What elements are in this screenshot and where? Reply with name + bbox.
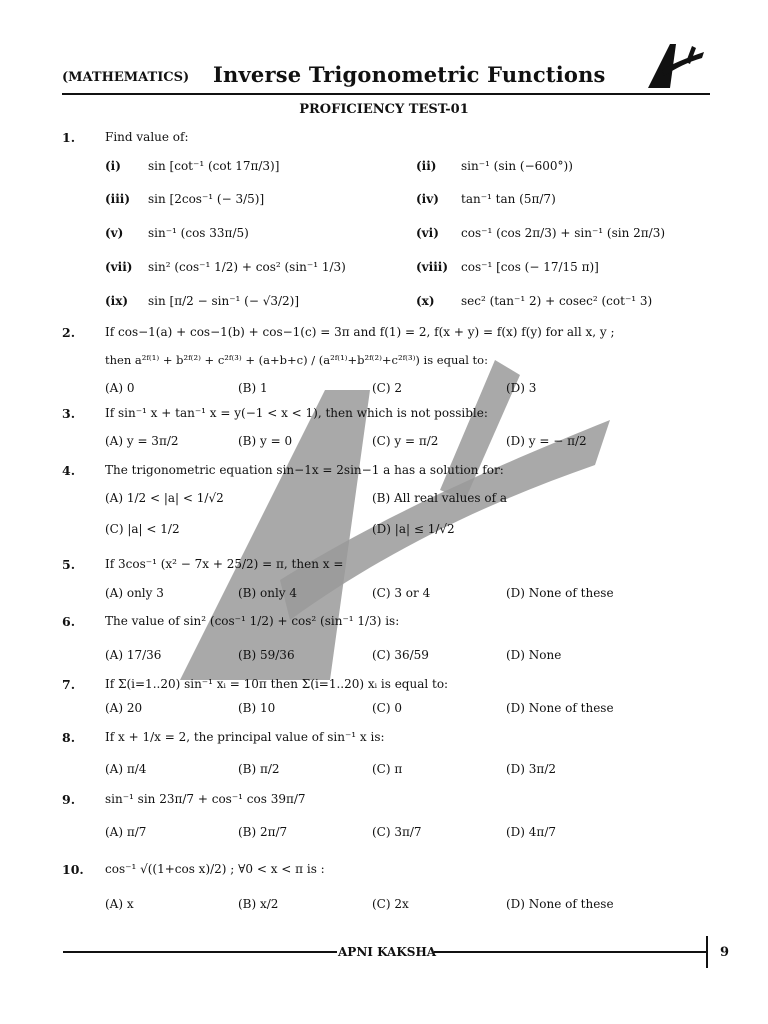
option-b: (B) y = 0 (238, 434, 293, 448)
option-a: (A) 0 (105, 381, 135, 395)
part-label: (v) (105, 226, 124, 240)
part-expression: cos⁻¹ [cos (− 17/15 π)] (461, 260, 599, 274)
question-stem: The trigonometric equation sin−1x = 2sin−1 a has a solution for: (105, 463, 504, 477)
question-number: 1. (62, 130, 76, 145)
question-stem: Find value of: (105, 130, 189, 144)
part-expression: sin⁻¹ (sin (−600°)) (461, 159, 573, 173)
test-title: PROFICIENCY TEST-01 (299, 102, 469, 117)
part-label: (viii) (416, 260, 449, 274)
page-title: Inverse Trigonometric Functions (213, 62, 606, 87)
question-number: 8. (62, 730, 76, 745)
question-number: 10. (62, 862, 84, 877)
part-label: (x) (416, 294, 435, 308)
option-d: (D) 4π/7 (506, 825, 556, 839)
question-number: 5. (62, 557, 76, 572)
option-a: (A) 1/2 < |a| < 1/√2 (105, 491, 224, 505)
question-stem: If x + 1/x = 2, the principal value of sin⁻¹ x is: (105, 730, 385, 744)
option-c: (C) 36/59 (372, 648, 429, 662)
option-b: (B) 1 (238, 381, 268, 395)
question-stem: If 3cos⁻¹ (x² − 7x + 25/2) = π, then x = (105, 557, 344, 571)
question-stem: If sin⁻¹ x + tan⁻¹ x = y(−1 < x < 1), then which is not possible: (105, 406, 488, 420)
option-a: (A) y = 3π/2 (105, 434, 179, 448)
option-d: (D) None (506, 648, 562, 662)
option-d: (D) 3π/2 (506, 762, 556, 776)
part-label: (ii) (416, 159, 437, 173)
part-expression: sin [cot⁻¹ (cot 17π/3)] (148, 159, 280, 173)
subject-label: (MATHEMATICS) (62, 70, 190, 85)
option-b: (B) x/2 (238, 897, 279, 911)
part-label: (vi) (416, 226, 439, 240)
part-expression: sin [2cos⁻¹ (− 3/5)] (148, 192, 265, 206)
option-a: (A) 20 (105, 701, 143, 715)
option-a: (A) only 3 (105, 586, 164, 600)
option-a: (A) π/4 (105, 762, 147, 776)
question-stem: The value of sin² (cos⁻¹ 1/2) + cos² (sin⁻¹ 1/3) is: (105, 614, 400, 628)
question-number: 3. (62, 406, 76, 421)
part-expression: tan⁻¹ tan (5π/7) (461, 192, 556, 206)
question-stem-continued: then a²ᶠ⁽¹⁾ + b²ᶠ⁽²⁾ + c²ᶠ⁽³⁾ + (a+b+c) / (a²ᶠ⁽¹⁾+b²ᶠ⁽²⁾+c²ᶠ⁽³⁾) is equal to: (105, 353, 488, 367)
part-label: (ix) (105, 294, 129, 308)
part-label: (iii) (105, 192, 131, 206)
question-number: 7. (62, 677, 76, 692)
option-c: (C) 2x (372, 897, 409, 911)
option-b: (B) only 4 (238, 586, 298, 600)
footer-brand: APNI KAKSHA (338, 945, 437, 959)
question-number: 4. (62, 463, 76, 478)
option-b: (B) 59/36 (238, 648, 295, 662)
option-a: (A) x (105, 897, 134, 911)
part-label: (vii) (105, 260, 133, 274)
question-number: 2. (62, 325, 76, 340)
part-label: (iv) (416, 192, 439, 206)
option-a: (A) 17/36 (105, 648, 162, 662)
part-expression: cos⁻¹ (cos 2π/3) + sin⁻¹ (sin 2π/3) (461, 226, 666, 240)
option-b: (B) 2π/7 (238, 825, 288, 839)
part-expression: sin² (cos⁻¹ 1/2) + cos² (sin⁻¹ 1/3) (148, 260, 346, 274)
option-c: (C) 3π/7 (372, 825, 422, 839)
question-number: 9. (62, 792, 76, 807)
part-expression: sin [π/2 − sin⁻¹ (− √3/2)] (148, 294, 300, 308)
part-expression: sin⁻¹ (cos 33π/5) (148, 226, 249, 240)
question-number: 6. (62, 614, 76, 629)
option-c: (C) 3 or 4 (372, 586, 431, 600)
apni-kaksha-logo (640, 40, 712, 92)
option-d: (D) None of these (506, 586, 614, 600)
option-b: (B) 10 (238, 701, 276, 715)
part-label: (i) (105, 159, 121, 173)
page-number: 9 (720, 945, 730, 960)
option-d: (D) |a| ≤ 1/√2 (372, 522, 455, 536)
footer-page-separator (706, 936, 708, 968)
option-d: (D) None of these (506, 701, 614, 715)
question-stem: cos⁻¹ √((1+cos x)/2) ; ∀0 < x < π is : (105, 862, 325, 876)
option-d: (D) 3 (506, 381, 537, 395)
option-d: (D) y = − π/2 (506, 434, 587, 448)
option-d: (D) None of these (506, 897, 614, 911)
option-c: (C) y = π/2 (372, 434, 439, 448)
option-b: (B) π/2 (238, 762, 280, 776)
option-c: (C) π (372, 762, 403, 776)
question-stem: If cos−1(a) + cos−1(b) + cos−1(c) = 3π and f(1) = 2, f(x + y) = f(x) f(y) for all x, y ; (105, 325, 615, 339)
header-divider (62, 93, 710, 95)
option-c: (C) 0 (372, 701, 402, 715)
part-expression: sec² (tan⁻¹ 2) + cosec² (cot⁻¹ 3) (461, 294, 653, 308)
footer-divider-right (434, 951, 706, 953)
question-stem: sin⁻¹ sin 23π/7 + cos⁻¹ cos 39π/7 (105, 792, 306, 806)
option-c: (C) |a| < 1/2 (105, 522, 180, 536)
footer-divider-left (63, 951, 337, 953)
question-stem: If Σ(i=1..20) sin⁻¹ xᵢ = 10π then Σ(i=1..20) xᵢ is equal to: (105, 677, 449, 691)
option-c: (C) 2 (372, 381, 402, 395)
option-b: (B) All real values of a (372, 491, 508, 505)
option-a: (A) π/7 (105, 825, 147, 839)
